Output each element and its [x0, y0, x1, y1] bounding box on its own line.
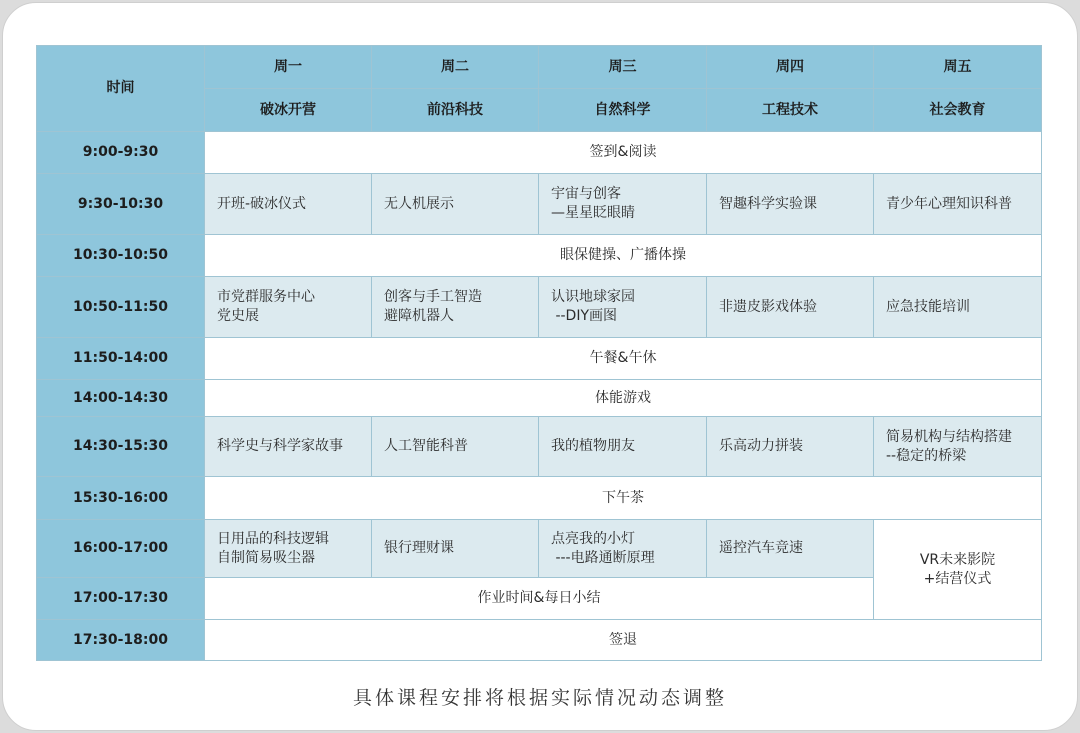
day-header-thu: 周四 [707, 46, 874, 89]
activity-line: 开班-破冰仪式 [217, 195, 307, 212]
friday-afternoon-activity [874, 520, 1042, 620]
activity-line: VR未来影院 [919, 551, 996, 568]
activity-line: —星星眨眼睛 [551, 205, 635, 221]
activity-line: 无人机展示 [384, 195, 454, 212]
activity-wed [539, 417, 707, 477]
time-slot: 16:00-17:00 [37, 520, 205, 578]
activity-tue [372, 520, 539, 578]
schedule-table [36, 45, 1042, 661]
theme-header-mon: 破冰开营 [205, 89, 372, 132]
activity-line: 创客与手工智造 [384, 289, 482, 305]
time-slot: 9:30-10:30 [37, 174, 205, 235]
time-slot: 9:00-9:30 [37, 132, 205, 174]
activity-wed [539, 520, 707, 578]
all-week-activity: 眼保健操、广播体操 [205, 235, 1042, 277]
theme-header-thu: 工程技术 [707, 89, 874, 132]
activity-line: 乐高动力拼装 [719, 438, 803, 454]
activity-line: 避障机器人 [384, 308, 454, 324]
activity-line: 我的植物朋友 [551, 438, 635, 454]
day-header-tue: 周二 [372, 46, 539, 89]
activity-line: 日用品的科技逻辑 [217, 530, 329, 547]
activity-line: --DIY画图 [551, 308, 618, 324]
activity-line: --稳定的桥梁 [886, 447, 967, 464]
all-week-activity: 签退 [205, 620, 1042, 661]
theme-header-fri: 社会教育 [874, 89, 1042, 132]
activity-line: 遥控汽车竞速 [719, 540, 803, 556]
activity-wed [539, 277, 707, 338]
activity-line: 非遗皮影戏体验 [719, 298, 817, 315]
activity-mon [205, 520, 372, 578]
time-slot: 17:00-17:30 [37, 578, 205, 620]
activity-mon [205, 417, 372, 477]
all-week-activity: 体能游戏 [205, 380, 1042, 417]
activity-line: 应急技能培训 [886, 298, 970, 315]
all-week-activity: 午餐&午休 [205, 338, 1042, 380]
activity-line: 银行理财课 [384, 540, 454, 556]
activity-line: 科学史与科学家故事 [217, 438, 343, 454]
activity-mon [205, 277, 372, 338]
footer-note: 具体课程安排将根据实际情况动态调整 [352, 687, 727, 709]
activity-mon [205, 174, 372, 235]
day-header-mon: 周一 [205, 46, 372, 89]
activity-tue [372, 174, 539, 235]
activity-thu [707, 417, 874, 477]
activity-line: 点亮我的小灯 [551, 530, 635, 547]
activity-thu [707, 277, 874, 338]
activity-line: 简易机构与结构搭建 [886, 428, 1012, 445]
time-slot: 14:30-15:30 [37, 417, 205, 477]
activity-line: 智趣科学实验课 [719, 195, 817, 212]
activity-thu [707, 174, 874, 235]
time-slot: 15:30-16:00 [37, 477, 205, 520]
time-slot: 17:30-18:00 [37, 620, 205, 661]
time-slot: 10:30-10:50 [37, 235, 205, 277]
time-header: 时间 [37, 46, 205, 132]
activity-fri [874, 174, 1042, 235]
time-slot: 14:00-14:30 [37, 380, 205, 417]
activity-fri [874, 417, 1042, 477]
activity-thu [707, 520, 874, 578]
theme-header-tue: 前沿科技 [372, 89, 539, 132]
all-week-activity: 签到&阅读 [205, 132, 1042, 174]
theme-header-wed: 自然科学 [539, 89, 707, 132]
activity-line: 党史展 [217, 308, 259, 324]
activity-line: 认识地球家园 [551, 289, 635, 305]
activity-line: 市党群服务中心 [217, 289, 315, 305]
activity-line: 宇宙与创客 [551, 186, 621, 202]
activity-line: 青少年心理知识科普 [886, 195, 1012, 212]
time-slot: 10:50-11:50 [37, 277, 205, 338]
activity-tue [372, 417, 539, 477]
activity-line: 自制简易吸尘器 [217, 549, 315, 566]
time-slot: 11:50-14:00 [37, 338, 205, 380]
activity-line: 人工智能科普 [384, 438, 468, 454]
activity-line: ---电路通断原理 [551, 549, 655, 566]
activity-tue [372, 277, 539, 338]
day-header-fri: 周五 [874, 46, 1042, 89]
mon-thu-activity: 作业时间&每日小结 [205, 578, 874, 620]
activity-line: +结营仪式 [923, 570, 992, 587]
activity-fri [874, 277, 1042, 338]
all-week-activity: 下午茶 [205, 477, 1042, 520]
activity-wed [539, 174, 707, 235]
day-header-wed: 周三 [539, 46, 707, 89]
